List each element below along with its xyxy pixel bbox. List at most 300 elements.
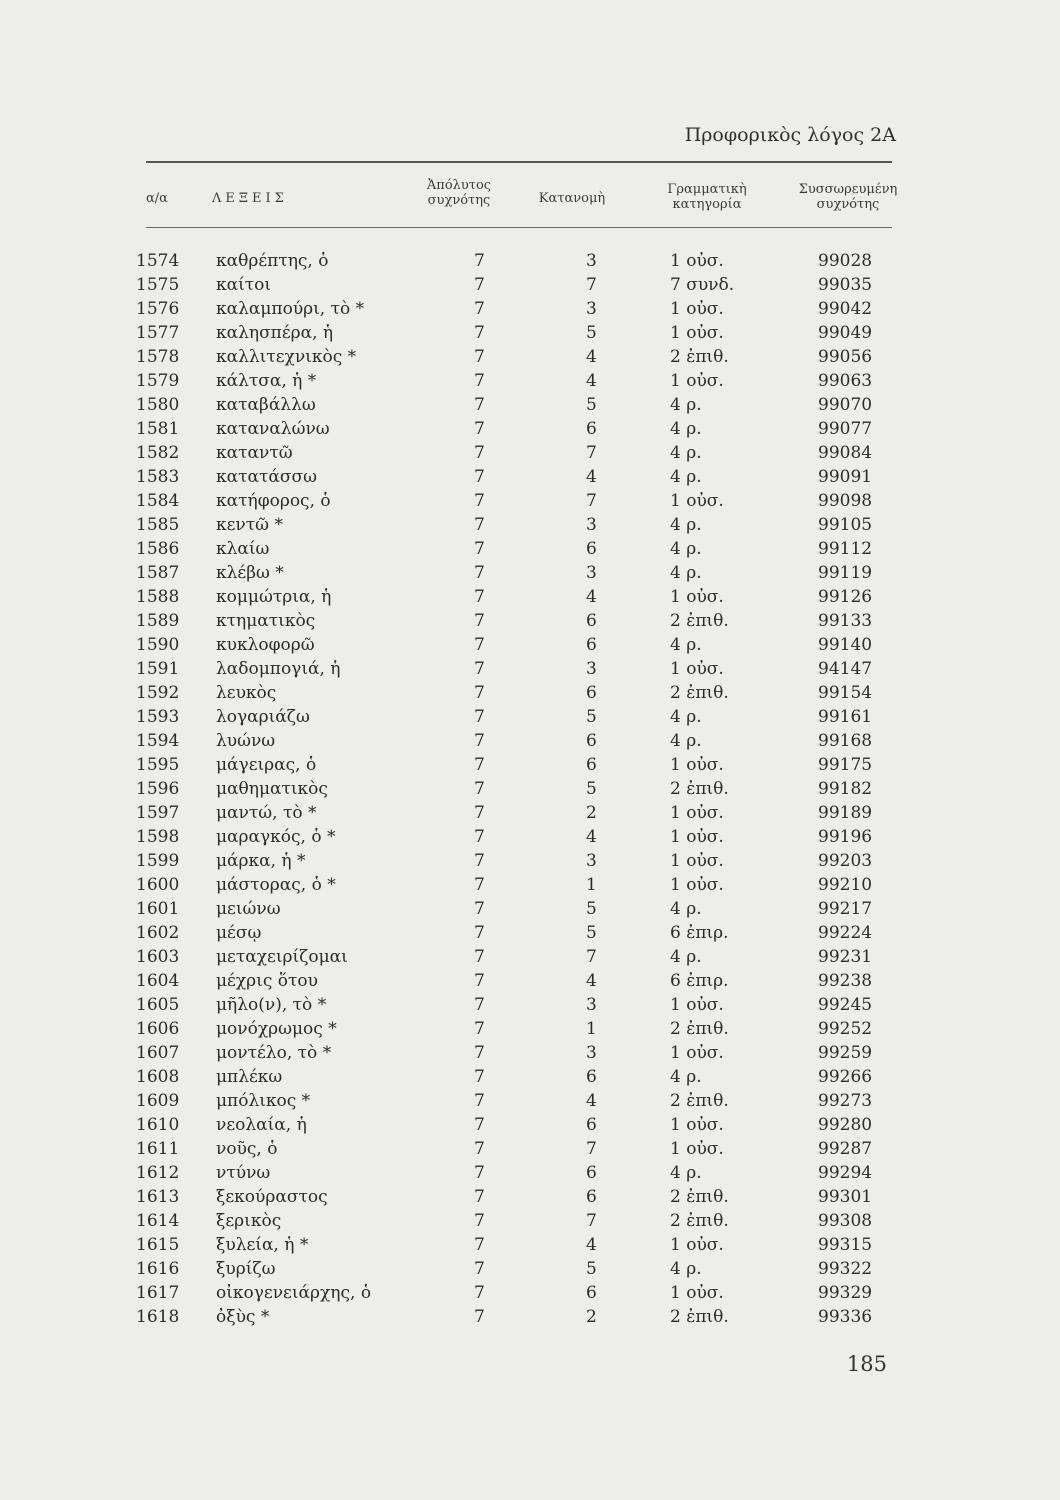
row-distribution: 4 [586, 827, 597, 847]
row-index: 1602 [136, 923, 180, 943]
row-word: μάστορας, ὁ * [216, 875, 336, 895]
table-row [0, 1137, 1060, 1161]
row-grammatical-category: 2 ἐπιθ. [670, 347, 729, 367]
row-cumulative-frequency: 94147 [818, 659, 873, 679]
table-row [0, 465, 1060, 489]
row-cumulative-frequency: 99126 [818, 587, 873, 607]
row-distribution: 7 [586, 275, 597, 295]
table-row [0, 969, 1060, 993]
row-word: μάγειρας, ὁ [216, 755, 317, 775]
row-word: λογαριάζω [216, 707, 310, 727]
row-distribution: 4 [586, 1091, 597, 1111]
row-index: 1581 [136, 419, 180, 439]
row-distribution: 7 [586, 1211, 597, 1231]
row-absolute-frequency: 7 [474, 323, 485, 343]
row-grammatical-category: 1 οὐσ. [670, 875, 724, 895]
row-cumulative-frequency: 99112 [818, 539, 873, 559]
row-word: καίτοι [216, 275, 272, 295]
row-word: κομμώτρια, ἡ [216, 587, 332, 607]
row-word: κατατάσσω [216, 467, 317, 487]
table-row [0, 297, 1060, 321]
table-row [0, 561, 1060, 585]
row-absolute-frequency: 7 [474, 1115, 485, 1135]
row-absolute-frequency: 7 [474, 395, 485, 415]
table-row [0, 657, 1060, 681]
row-grammatical-category: 4 ρ. [670, 707, 702, 727]
row-grammatical-category: 1 οὐσ. [670, 1235, 724, 1255]
row-index: 1611 [136, 1139, 180, 1159]
row-distribution: 4 [586, 467, 597, 487]
row-grammatical-category: 1 οὐσ. [670, 827, 724, 847]
row-absolute-frequency: 7 [474, 251, 485, 271]
row-cumulative-frequency: 99161 [818, 707, 873, 727]
row-index: 1618 [136, 1307, 180, 1327]
row-word: μοντέλο, τὸ * [216, 1043, 332, 1063]
row-index: 1613 [136, 1187, 180, 1207]
row-word: μπόλικος * [216, 1091, 311, 1111]
header-rule-bottom [146, 227, 892, 228]
row-absolute-frequency: 7 [474, 539, 485, 559]
row-distribution: 4 [586, 347, 597, 367]
column-header-category-line1: Γραμματικὴ [667, 182, 747, 197]
row-distribution: 3 [586, 851, 597, 871]
row-absolute-frequency: 7 [474, 899, 485, 919]
column-header-grammatical-category [652, 182, 762, 212]
table-row [0, 1113, 1060, 1137]
row-index: 1576 [136, 299, 180, 319]
column-header-absolute-frequency [414, 178, 504, 208]
row-cumulative-frequency: 99189 [818, 803, 873, 823]
row-grammatical-category: 7 συνδ. [670, 275, 735, 295]
row-grammatical-category: 4 ρ. [670, 419, 702, 439]
row-distribution: 7 [586, 443, 597, 463]
row-distribution: 7 [586, 947, 597, 967]
row-word: μέχρις ὅτου [216, 971, 318, 991]
row-index: 1575 [136, 275, 180, 295]
row-absolute-frequency: 7 [474, 1259, 485, 1279]
row-word: ξεκούραστος [216, 1187, 328, 1207]
table-row [0, 681, 1060, 705]
table-row [0, 393, 1060, 417]
row-grammatical-category: 1 οὐσ. [670, 1043, 724, 1063]
table-row [0, 1305, 1060, 1329]
row-cumulative-frequency: 99140 [818, 635, 873, 655]
row-absolute-frequency: 7 [474, 683, 485, 703]
row-index: 1582 [136, 443, 180, 463]
table-row [0, 777, 1060, 801]
row-distribution: 3 [586, 659, 597, 679]
row-distribution: 4 [586, 971, 597, 991]
row-index: 1601 [136, 899, 180, 919]
row-distribution: 7 [586, 1139, 597, 1159]
table-row [0, 801, 1060, 825]
row-grammatical-category: 4 ρ. [670, 443, 702, 463]
row-cumulative-frequency: 99042 [818, 299, 873, 319]
row-absolute-frequency: 7 [474, 1043, 485, 1063]
row-index: 1587 [136, 563, 180, 583]
row-cumulative-frequency: 99091 [818, 467, 873, 487]
row-word: ντύνω [216, 1163, 271, 1183]
row-grammatical-category: 4 ρ. [670, 467, 702, 487]
row-absolute-frequency: 7 [474, 563, 485, 583]
column-header-index: α/α [146, 191, 168, 206]
row-absolute-frequency: 7 [474, 947, 485, 967]
row-word: καλησπέρα, ἡ [216, 323, 334, 343]
row-cumulative-frequency: 99175 [818, 755, 873, 775]
row-grammatical-category: 4 ρ. [670, 731, 702, 751]
row-absolute-frequency: 7 [474, 1211, 485, 1231]
row-index: 1580 [136, 395, 180, 415]
row-word: λευκὸς [216, 683, 277, 703]
row-word: κατήφορος, ὁ [216, 491, 331, 511]
row-cumulative-frequency: 99322 [818, 1259, 873, 1279]
row-absolute-frequency: 7 [474, 1091, 485, 1111]
row-index: 1605 [136, 995, 180, 1015]
table-row [0, 609, 1060, 633]
row-distribution: 2 [586, 1307, 597, 1327]
row-absolute-frequency: 7 [474, 1235, 485, 1255]
row-index: 1599 [136, 851, 180, 871]
row-cumulative-frequency: 99196 [818, 827, 873, 847]
row-distribution: 6 [586, 1283, 597, 1303]
running-head: Προφορικὸς λόγος 2Α [684, 124, 896, 146]
row-index: 1614 [136, 1211, 180, 1231]
row-grammatical-category: 1 οὐσ. [670, 299, 724, 319]
row-index: 1592 [136, 683, 180, 703]
row-absolute-frequency: 7 [474, 923, 485, 943]
row-index: 1607 [136, 1043, 180, 1063]
row-index: 1594 [136, 731, 180, 751]
row-word: λαδομπογιά, ἡ [216, 659, 341, 679]
row-cumulative-frequency: 99105 [818, 515, 873, 535]
row-index: 1617 [136, 1283, 180, 1303]
row-word: μειώνω [216, 899, 281, 919]
row-grammatical-category: 2 ἐπιθ. [670, 1091, 729, 1111]
table-row [0, 921, 1060, 945]
row-absolute-frequency: 7 [474, 587, 485, 607]
row-distribution: 6 [586, 1067, 597, 1087]
row-word: λυώνω [216, 731, 276, 751]
row-absolute-frequency: 7 [474, 995, 485, 1015]
row-grammatical-category: 2 ἐπιθ. [670, 1307, 729, 1327]
row-word: κυκλοφορῶ [216, 635, 315, 655]
row-distribution: 6 [586, 755, 597, 775]
row-index: 1604 [136, 971, 180, 991]
row-distribution: 5 [586, 323, 597, 343]
table-row [0, 897, 1060, 921]
row-distribution: 3 [586, 251, 597, 271]
row-absolute-frequency: 7 [474, 491, 485, 511]
table-row [0, 1089, 1060, 1113]
row-distribution: 4 [586, 371, 597, 391]
column-header-absolute-frequency-line1: Ἀπόλυτος [426, 178, 492, 193]
row-cumulative-frequency: 99077 [818, 419, 873, 439]
row-absolute-frequency: 7 [474, 875, 485, 895]
row-index: 1595 [136, 755, 180, 775]
row-cumulative-frequency: 99133 [818, 611, 873, 631]
row-distribution: 6 [586, 635, 597, 655]
row-distribution: 5 [586, 923, 597, 943]
table-row [0, 369, 1060, 393]
table-row [0, 825, 1060, 849]
row-index: 1590 [136, 635, 180, 655]
row-grammatical-category: 6 ἐπιρ. [670, 923, 729, 943]
row-index: 1583 [136, 467, 180, 487]
row-cumulative-frequency: 99098 [818, 491, 873, 511]
row-cumulative-frequency: 99203 [818, 851, 873, 871]
table-row [0, 873, 1060, 897]
row-word: ὀξὺς * [216, 1307, 270, 1327]
row-distribution: 3 [586, 299, 597, 319]
row-absolute-frequency: 7 [474, 1307, 485, 1327]
row-absolute-frequency: 7 [474, 635, 485, 655]
row-cumulative-frequency: 99336 [818, 1307, 873, 1327]
row-word: ξερικὸς [216, 1211, 282, 1231]
row-index: 1588 [136, 587, 180, 607]
row-cumulative-frequency: 99154 [818, 683, 873, 703]
row-distribution: 7 [586, 491, 597, 511]
row-index: 1610 [136, 1115, 180, 1135]
row-distribution: 5 [586, 395, 597, 415]
row-distribution: 6 [586, 683, 597, 703]
table-row [0, 273, 1060, 297]
row-word: κλαίω [216, 539, 270, 559]
row-absolute-frequency: 7 [474, 299, 485, 319]
row-grammatical-category: 4 ρ. [670, 539, 702, 559]
table-row [0, 417, 1060, 441]
header-rule-top [146, 161, 892, 163]
row-index: 1600 [136, 875, 180, 895]
row-index: 1606 [136, 1019, 180, 1039]
row-cumulative-frequency: 99035 [818, 275, 873, 295]
row-index: 1603 [136, 947, 180, 967]
row-word: καταναλώνω [216, 419, 330, 439]
row-cumulative-frequency: 99329 [818, 1283, 873, 1303]
row-grammatical-category: 1 οὐσ. [670, 371, 724, 391]
row-distribution: 5 [586, 899, 597, 919]
row-absolute-frequency: 7 [474, 1163, 485, 1183]
row-cumulative-frequency: 99168 [818, 731, 873, 751]
row-index: 1616 [136, 1259, 180, 1279]
row-absolute-frequency: 7 [474, 1187, 485, 1207]
row-index: 1591 [136, 659, 180, 679]
row-grammatical-category: 1 οὐσ. [670, 587, 724, 607]
row-absolute-frequency: 7 [474, 1283, 485, 1303]
row-cumulative-frequency: 99084 [818, 443, 873, 463]
row-index: 1579 [136, 371, 180, 391]
row-absolute-frequency: 7 [474, 779, 485, 799]
row-distribution: 3 [586, 563, 597, 583]
row-absolute-frequency: 7 [474, 515, 485, 535]
row-index: 1598 [136, 827, 180, 847]
table-row [0, 633, 1060, 657]
row-cumulative-frequency: 99028 [818, 251, 873, 271]
row-word: μεταχειρίζομαι [216, 947, 348, 967]
row-cumulative-frequency: 99273 [818, 1091, 873, 1111]
row-grammatical-category: 1 οὐσ. [670, 251, 724, 271]
row-absolute-frequency: 7 [474, 371, 485, 391]
row-word: καθρέπτης, ὁ [216, 251, 329, 271]
row-grammatical-category: 1 οὐσ. [670, 755, 724, 775]
row-cumulative-frequency: 99245 [818, 995, 873, 1015]
row-cumulative-frequency: 99224 [818, 923, 873, 943]
row-absolute-frequency: 7 [474, 731, 485, 751]
table-row [0, 489, 1060, 513]
row-word: μέσῳ [216, 923, 262, 943]
row-grammatical-category: 6 ἐπιρ. [670, 971, 729, 991]
table-row [0, 1281, 1060, 1305]
row-cumulative-frequency: 99063 [818, 371, 873, 391]
row-grammatical-category: 4 ρ. [670, 899, 702, 919]
row-cumulative-frequency: 99308 [818, 1211, 873, 1231]
row-grammatical-category: 4 ρ. [670, 395, 702, 415]
row-distribution: 6 [586, 1163, 597, 1183]
frequency-table-body [0, 249, 1060, 1329]
row-word: μαθηματικὸς [216, 779, 328, 799]
row-distribution: 1 [586, 875, 597, 895]
row-word: καλαμπούρι, τὸ * [216, 299, 365, 319]
table-row [0, 1209, 1060, 1233]
row-cumulative-frequency: 99259 [818, 1043, 873, 1063]
table-row [0, 321, 1060, 345]
row-distribution: 6 [586, 1115, 597, 1135]
row-index: 1596 [136, 779, 180, 799]
row-cumulative-frequency: 99070 [818, 395, 873, 415]
row-grammatical-category: 2 ἐπιθ. [670, 683, 729, 703]
row-word: κάλτσα, ἡ * [216, 371, 317, 391]
row-cumulative-frequency: 99217 [818, 899, 873, 919]
table-row [0, 945, 1060, 969]
table-row [0, 1185, 1060, 1209]
row-index: 1612 [136, 1163, 180, 1183]
row-index: 1585 [136, 515, 180, 535]
row-word: ξυλεία, ἡ * [216, 1235, 309, 1255]
row-cumulative-frequency: 99294 [818, 1163, 873, 1183]
row-grammatical-category: 2 ἐπιθ. [670, 1019, 729, 1039]
column-header-category-line2: κατηγορία [672, 197, 742, 212]
row-grammatical-category: 1 οὐσ. [670, 995, 724, 1015]
table-row [0, 753, 1060, 777]
row-word: νεολαία, ἡ [216, 1115, 307, 1135]
table-row [0, 345, 1060, 369]
row-absolute-frequency: 7 [474, 827, 485, 847]
row-absolute-frequency: 7 [474, 1139, 485, 1159]
row-distribution: 6 [586, 611, 597, 631]
table-row [0, 705, 1060, 729]
row-grammatical-category: 1 οὐσ. [670, 803, 724, 823]
page-number: 185 [846, 1352, 887, 1376]
table-row [0, 1017, 1060, 1041]
column-header-cumulative-frequency [788, 182, 908, 212]
row-distribution: 2 [586, 803, 597, 823]
table-row [0, 441, 1060, 465]
row-distribution: 5 [586, 779, 597, 799]
row-cumulative-frequency: 99056 [818, 347, 873, 367]
table-row [0, 1065, 1060, 1089]
row-grammatical-category: 4 ρ. [670, 515, 702, 535]
row-word: ξυρίζω [216, 1259, 276, 1279]
table-row [0, 537, 1060, 561]
row-distribution: 1 [586, 1019, 597, 1039]
row-absolute-frequency: 7 [474, 851, 485, 871]
row-index: 1609 [136, 1091, 180, 1111]
row-cumulative-frequency: 99238 [818, 971, 873, 991]
row-distribution: 4 [586, 587, 597, 607]
row-grammatical-category: 2 ἐπιθ. [670, 1187, 729, 1207]
row-absolute-frequency: 7 [474, 419, 485, 439]
table-row [0, 1041, 1060, 1065]
row-word: μαραγκός, ὁ * [216, 827, 336, 847]
row-grammatical-category: 1 οὐσ. [670, 1115, 724, 1135]
row-cumulative-frequency: 99119 [818, 563, 873, 583]
row-absolute-frequency: 7 [474, 347, 485, 367]
row-distribution: 6 [586, 731, 597, 751]
row-word: κεντῶ * [216, 515, 283, 535]
column-header-cumulative-line2: συχνότης [816, 197, 880, 212]
row-distribution: 5 [586, 1259, 597, 1279]
row-cumulative-frequency: 99231 [818, 947, 873, 967]
row-grammatical-category: 1 οὐσ. [670, 491, 724, 511]
row-grammatical-category: 1 οὐσ. [670, 1139, 724, 1159]
row-index: 1589 [136, 611, 180, 631]
row-absolute-frequency: 7 [474, 659, 485, 679]
row-grammatical-category: 4 ρ. [670, 635, 702, 655]
row-word: μάρκα, ἡ * [216, 851, 306, 871]
row-word: καταβάλλω [216, 395, 316, 415]
row-distribution: 3 [586, 995, 597, 1015]
row-cumulative-frequency: 99182 [818, 779, 873, 799]
row-word: μῆλο(ν), τὸ * [216, 995, 327, 1015]
row-word: οἰκογενειάρχης, ὁ [216, 1283, 372, 1303]
row-cumulative-frequency: 99301 [818, 1187, 873, 1207]
row-distribution: 6 [586, 419, 597, 439]
row-distribution: 6 [586, 1187, 597, 1207]
row-word: καταντῶ [216, 443, 293, 463]
row-index: 1593 [136, 707, 180, 727]
row-word: μονόχρωμος * [216, 1019, 337, 1039]
row-grammatical-category: 4 ρ. [670, 947, 702, 967]
table-row [0, 993, 1060, 1017]
table-row [0, 585, 1060, 609]
row-index: 1608 [136, 1067, 180, 1087]
row-absolute-frequency: 7 [474, 1019, 485, 1039]
row-word: κλέβω * [216, 563, 284, 583]
row-grammatical-category: 2 ἐπιθ. [670, 611, 729, 631]
table-row [0, 249, 1060, 273]
row-distribution: 5 [586, 707, 597, 727]
row-grammatical-category: 4 ρ. [670, 1259, 702, 1279]
row-absolute-frequency: 7 [474, 1067, 485, 1087]
row-index: 1574 [136, 251, 180, 271]
row-absolute-frequency: 7 [474, 803, 485, 823]
row-distribution: 6 [586, 539, 597, 559]
row-grammatical-category: 1 οὐσ. [670, 851, 724, 871]
row-cumulative-frequency: 99049 [818, 323, 873, 343]
row-distribution: 4 [586, 1235, 597, 1255]
row-absolute-frequency: 7 [474, 755, 485, 775]
row-grammatical-category: 4 ρ. [670, 1163, 702, 1183]
row-grammatical-category: 1 οὐσ. [670, 659, 724, 679]
row-grammatical-category: 1 οὐσ. [670, 1283, 724, 1303]
table-row [0, 1161, 1060, 1185]
row-index: 1577 [136, 323, 180, 343]
row-absolute-frequency: 7 [474, 707, 485, 727]
row-index: 1597 [136, 803, 180, 823]
row-absolute-frequency: 7 [474, 971, 485, 991]
column-header-cumulative-line1: Συσσωρευμένη [798, 182, 898, 197]
table-row [0, 1257, 1060, 1281]
row-cumulative-frequency: 99266 [818, 1067, 873, 1087]
